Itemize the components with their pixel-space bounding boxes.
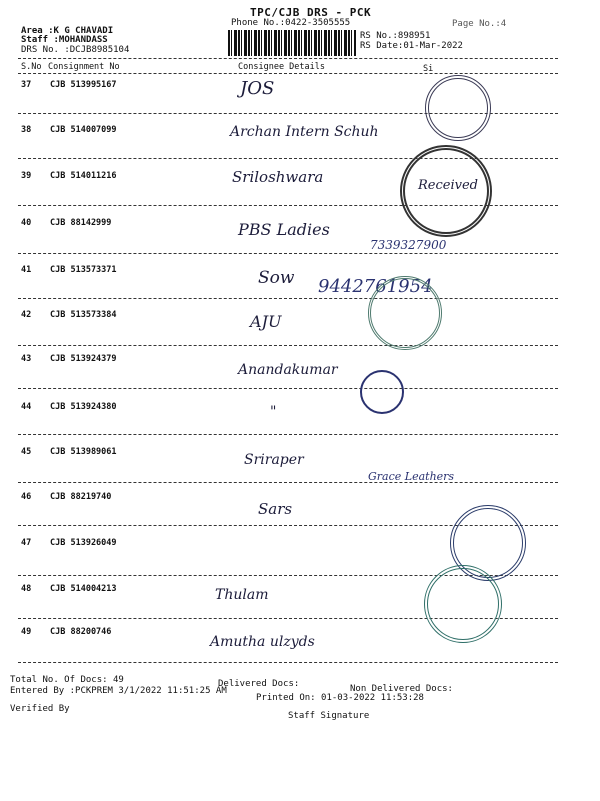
handwritten-grace: Grace Leathers [368, 470, 455, 483]
round-seal-green [368, 276, 442, 350]
consignee-handwriting: Sow [258, 268, 295, 288]
row-consignment: CJB 514011216 [50, 171, 117, 181]
consignee-handwriting: Anandakumar [238, 362, 338, 378]
row-sno: 45 [21, 447, 32, 457]
row-sno: 38 [21, 125, 32, 135]
non-delivered-docs: Non Delivered Docs: [350, 684, 453, 694]
consignee-handwriting: JOS [240, 78, 275, 99]
phone-number: Phone No.:0422-3505555 [231, 18, 351, 28]
printed-on: Printed On: 01-03-2022 11:53:28 [256, 693, 424, 703]
consignee-handwriting: Sars [258, 500, 293, 518]
row-sno: 46 [21, 492, 32, 502]
col-consignment: Consignment No [48, 62, 120, 72]
row-sno: 42 [21, 310, 32, 320]
row-divider [18, 388, 558, 389]
consignee-handwriting: Sriraper [244, 452, 304, 468]
consignee-handwriting: AJU [250, 312, 282, 331]
row-sno: 37 [21, 80, 32, 90]
col-consignee: Consignee Details [238, 62, 325, 72]
row-sno: 44 [21, 402, 32, 412]
seal-stamp [425, 75, 491, 141]
circled-mark [360, 370, 404, 414]
handwritten-phone-2: 9442761954 [318, 276, 433, 297]
handwritten-phone-1: 7339327900 [370, 238, 447, 252]
row-consignment: CJB 513989061 [50, 447, 117, 457]
entered-by: Entered By :PCKPREM 3/1/2022 11:51:25 AM [10, 686, 227, 696]
barcode [228, 30, 356, 56]
row-consignment: CJB 88142999 [50, 218, 112, 228]
row-divider [18, 298, 558, 299]
row-sno: 39 [21, 171, 32, 181]
row-consignment: CJB 513924379 [50, 354, 117, 364]
rs-number: RS No.:898951 [360, 31, 431, 41]
consignee-handwriting: " [270, 404, 277, 420]
row-consignment: CJB 513924380 [50, 402, 117, 412]
row-sno: 49 [21, 627, 32, 637]
row-sno: 41 [21, 265, 32, 275]
consignee-handwriting: Sriloshwara [232, 168, 324, 186]
col-sno: S.No [21, 62, 42, 72]
consignee-handwriting: Amutha ulzyds [210, 634, 315, 650]
row-consignment: CJB 514007099 [50, 125, 117, 135]
row-divider [18, 434, 558, 435]
received-stamp-text: Received [418, 178, 478, 193]
row-consignment: CJB 513573384 [50, 310, 117, 320]
row-sno: 40 [21, 218, 32, 228]
col-signature: Si [423, 64, 434, 74]
row-sno: 48 [21, 584, 32, 594]
row-consignment: CJB 513573371 [50, 265, 117, 275]
area-label: Area :K G CHAVADI [21, 26, 114, 36]
row-sno: 43 [21, 354, 32, 364]
header-rule-top [18, 58, 558, 59]
rs-date: RS Date:01-Mar-2022 [360, 41, 463, 51]
row-consignment: CJB 514004213 [50, 584, 117, 594]
footer-rule [18, 662, 558, 663]
page-number: Page No.:4 [452, 19, 507, 29]
row-consignment: CJB 513995167 [50, 80, 117, 90]
row-sno: 47 [21, 538, 32, 548]
round-seal-teal [424, 565, 502, 643]
row-divider [18, 253, 558, 254]
drs-number: DRS No. :DCJB8985104 [21, 45, 130, 55]
report-title: TPC/CJB DRS - PCK [250, 6, 372, 19]
verified-by: Verified By [10, 704, 70, 714]
staff-signature: Staff Signature [288, 711, 370, 721]
row-divider [18, 345, 558, 346]
total-docs: Total No. Of Docs: 49 [10, 675, 124, 685]
row-consignment: CJB 513926049 [50, 538, 117, 548]
header-rule-bottom [18, 73, 558, 74]
delivered-docs: Delivered Docs: [218, 679, 300, 689]
row-consignment: CJB 88200746 [50, 627, 112, 637]
row-divider [18, 482, 558, 483]
consignee-handwriting: Thulam [215, 587, 269, 603]
row-consignment: CJB 88219740 [50, 492, 112, 502]
staff-label: Staff :MOHANDASS [21, 35, 108, 45]
consignee-handwriting: Archan Intern Schuh [230, 124, 379, 140]
consignee-handwriting: PBS Ladies [238, 220, 330, 239]
